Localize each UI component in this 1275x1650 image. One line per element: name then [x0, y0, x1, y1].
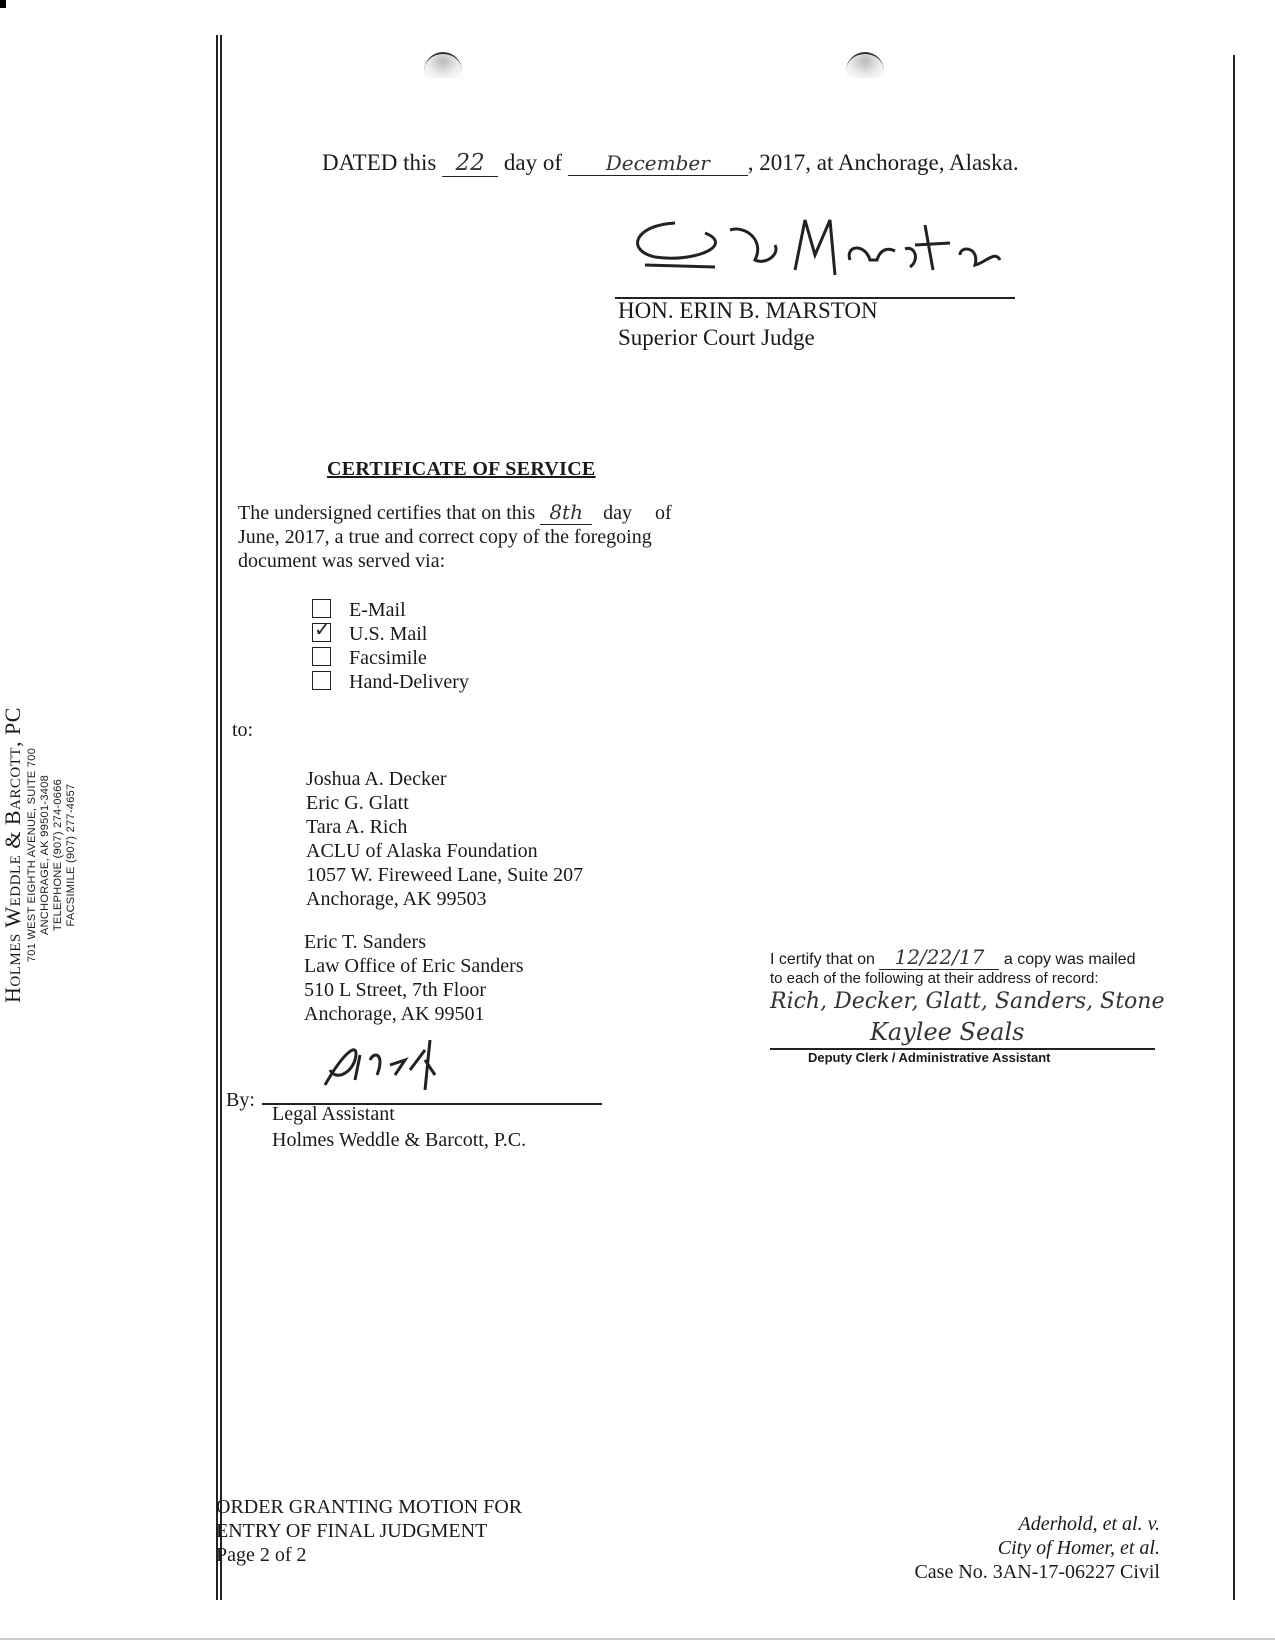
certificate-line1-suffix: day of	[603, 502, 672, 524]
left-margin-rule-inner	[220, 35, 222, 1600]
firm-facsimile: FACSIMILE (907) 277-4657	[65, 783, 77, 927]
service-methods	[312, 598, 469, 694]
stamp-line1-prefix: I certify that on	[770, 951, 875, 968]
firm-city: ANCHORAGE, AK 99501-3408	[39, 774, 51, 936]
recipient-group-1	[306, 767, 583, 911]
signer-firm: Holmes Weddle & Barcott, P.C.	[272, 1129, 527, 1151]
to-label: to:	[232, 719, 254, 741]
certificate-heading: CERTIFICATE OF SERVICE	[327, 458, 596, 480]
recipient-line: Eric T. Sanders	[304, 931, 427, 953]
dated-month-value: December	[605, 151, 710, 175]
dated-day	[442, 150, 498, 177]
method-facsimile-label: Facsimile	[349, 647, 427, 669]
hand-delivery-checkbox[interactable]	[312, 671, 331, 690]
footer-right-line2: City of Homer, et al.	[997, 1537, 1160, 1559]
stamp-line1	[770, 945, 1170, 970]
stamp-date-value: 12/22/17	[894, 945, 985, 969]
certificate-body	[238, 500, 688, 573]
footer-left-line3: Page 2 of 2	[216, 1544, 307, 1566]
punch-hole-right	[846, 52, 884, 78]
method-facsimile[interactable]	[312, 646, 469, 670]
recipient-group-2	[304, 930, 524, 1026]
stamp-footer: Deputy Clerk / Administrative Assistant	[808, 1049, 1051, 1065]
scan-mark	[0, 0, 6, 8]
email-checkbox[interactable]	[312, 599, 331, 618]
footer-left	[216, 1495, 522, 1567]
firm-telephone: TELEPHONE (907) 274-0666	[52, 778, 64, 932]
firm-sidebar	[0, 575, 120, 1135]
footer-right-line1: Aderhold, et al. v.	[1018, 1513, 1160, 1535]
footer-left-line1: ORDER GRANTING MOTION FOR	[216, 1496, 523, 1518]
stamp-line2: to each of the following at their address of record:	[770, 970, 1099, 987]
us-mail-checkbox[interactable]	[312, 623, 331, 642]
by-label: By:	[226, 1089, 255, 1111]
judge-title: Superior Court Judge	[618, 325, 815, 350]
firm-name: Holmes Weddle & Barcott, PC	[0, 707, 25, 1003]
method-us-mail-label: U.S. Mail	[349, 623, 428, 645]
recipient-line: ACLU of Alaska Foundation	[306, 840, 538, 862]
bottom-scan-edge	[0, 1638, 1275, 1640]
stamp-names: Rich, Decker, Glatt, Sanders, Stone	[770, 989, 1165, 1014]
stamp-line1-suffix: a copy was mailed	[1003, 951, 1136, 968]
left-margin-rule	[216, 35, 218, 1600]
certificate-line1-prefix: The undersigned certifies that on this	[238, 502, 536, 524]
recipient-line: Joshua A. Decker	[306, 768, 447, 790]
recipient-line: 510 L Street, 7th Floor	[304, 979, 487, 1001]
method-email[interactable]	[312, 598, 469, 622]
method-hand-delivery[interactable]	[312, 670, 469, 694]
footer-left-line2: ENTRY OF FINAL JUDGMENT	[216, 1520, 488, 1542]
stamp-date	[879, 945, 999, 970]
judge-signature-image	[615, 205, 1025, 295]
recipient-line: Anchorage, AK 99501	[304, 1003, 485, 1025]
recipient-line: Law Office of Eric Sanders	[304, 955, 524, 977]
recipient-line: Eric G. Glatt	[306, 792, 409, 814]
dated-month	[568, 151, 748, 176]
dated-middle: day of	[503, 150, 562, 175]
recipient-line: Anchorage, AK 99503	[306, 888, 487, 910]
certificate-line1	[238, 500, 688, 525]
method-us-mail[interactable]	[312, 622, 469, 646]
signer-title: Legal Assistant	[272, 1103, 395, 1125]
dated-prefix: DATED this	[322, 150, 437, 175]
dated-day-value: 22	[455, 150, 485, 176]
punch-hole-left	[424, 52, 462, 78]
firm-address: 701 WEST EIGHTH AVENUE, SUITE 700	[26, 747, 38, 963]
footer-right	[840, 1512, 1160, 1584]
dated-line	[322, 150, 1082, 177]
certificate-line3: document was served via:	[238, 550, 446, 572]
certificate-line2: June, 2017, a true and correct copy of the foregoing	[238, 526, 652, 548]
method-hand-delivery-label: Hand-Delivery	[349, 671, 469, 693]
dated-suffix: , 2017, at Anchorage, Alaska.	[747, 150, 1019, 175]
stamp-signature: Kaylee Seals	[870, 1018, 1025, 1046]
right-margin-rule	[1233, 55, 1235, 1600]
facsimile-checkbox[interactable]	[312, 647, 331, 666]
certificate-day-value: 8th	[549, 500, 583, 524]
method-email-label: E-Mail	[349, 599, 406, 621]
footer-right-line3: Case No. 3AN-17-06227 Civil	[914, 1561, 1160, 1583]
recipient-line: 1057 W. Fireweed Lane, Suite 207	[306, 864, 584, 886]
legal-assistant-signature-image	[285, 1030, 485, 1100]
recipient-line: Tara A. Rich	[306, 816, 408, 838]
clerk-stamp	[770, 945, 1170, 1065]
certificate-day	[540, 500, 592, 525]
judge-name: HON. ERIN B. MARSTON	[618, 298, 878, 323]
